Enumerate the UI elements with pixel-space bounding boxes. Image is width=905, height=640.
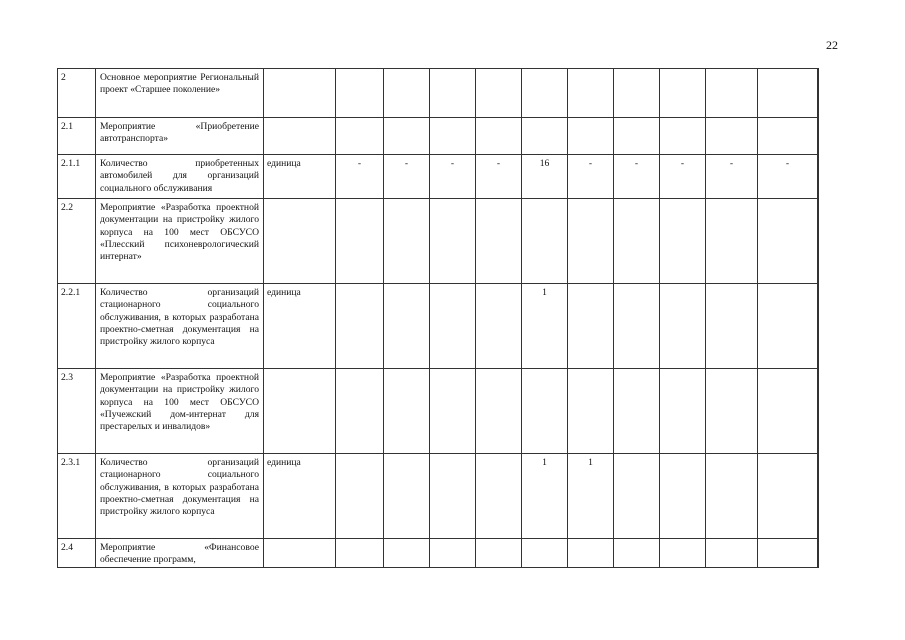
description-cell: Мероприятие «Финансовое обеспечение программ, bbox=[96, 539, 264, 568]
value-cell bbox=[818, 155, 819, 199]
description-cell: Количество приобретенных автомобилей для организаций социального обслуживания bbox=[96, 155, 264, 199]
value-cell bbox=[660, 539, 706, 568]
unit-cell: единица bbox=[264, 284, 336, 369]
value-cell bbox=[476, 118, 522, 155]
value-cell bbox=[660, 369, 706, 454]
value-cell bbox=[476, 539, 522, 568]
value-cell: - bbox=[614, 155, 660, 199]
value-cell bbox=[476, 69, 522, 118]
table-row bbox=[58, 284, 819, 369]
value-cell bbox=[614, 369, 660, 454]
value-cell bbox=[476, 199, 522, 284]
value-cell bbox=[336, 199, 384, 284]
value-cell bbox=[522, 199, 568, 284]
value-cell: - bbox=[384, 155, 430, 199]
table-row bbox=[58, 539, 819, 568]
value-cell bbox=[384, 454, 430, 539]
value-cell bbox=[384, 69, 430, 118]
value-cell bbox=[706, 118, 758, 155]
value-cell bbox=[384, 284, 430, 369]
description-cell: Мероприятие «Разработка проектной документации на пристройку жилого корпуса на 100 мест ОБСУСО «Пучежский дом-интернат для престарелых и инвалидов» bbox=[96, 369, 264, 454]
value-cell bbox=[336, 284, 384, 369]
value-cell bbox=[522, 539, 568, 568]
value-cell bbox=[758, 454, 818, 539]
description-cell: Мероприятие «Приобретение автотранспорта» bbox=[96, 118, 264, 155]
value-cell bbox=[614, 118, 660, 155]
row-number-cell: 2.3.1 bbox=[58, 454, 96, 539]
unit-cell bbox=[264, 199, 336, 284]
indicators-table bbox=[57, 68, 819, 568]
value-cell bbox=[430, 284, 476, 369]
value-cell bbox=[706, 539, 758, 568]
value-cell bbox=[476, 369, 522, 454]
unit-cell bbox=[264, 539, 336, 568]
value-cell bbox=[818, 118, 819, 155]
value-cell bbox=[818, 69, 819, 118]
value-cell: - bbox=[660, 155, 706, 199]
table-body bbox=[58, 69, 819, 568]
value-cell bbox=[384, 539, 430, 568]
table-row bbox=[58, 118, 819, 155]
value-cell bbox=[430, 199, 476, 284]
value-cell: - bbox=[758, 155, 818, 199]
value-cell bbox=[568, 369, 614, 454]
value-cell bbox=[476, 284, 522, 369]
unit-cell bbox=[264, 118, 336, 155]
value-cell bbox=[430, 454, 476, 539]
value-cell bbox=[758, 369, 818, 454]
row-number-cell: 2.3 bbox=[58, 369, 96, 454]
unit-cell: единица bbox=[264, 155, 336, 199]
description-cell: Мероприятие «Разработка проектной документации на пристройку жилого корпуса на 100 мест ОБСУСО «Плесский психоневрологический интернат» bbox=[96, 199, 264, 284]
value-cell bbox=[568, 118, 614, 155]
row-number-cell: 2.2.1 bbox=[58, 284, 96, 369]
table-row bbox=[58, 369, 819, 454]
value-cell bbox=[706, 199, 758, 284]
value-cell bbox=[430, 369, 476, 454]
value-cell: - bbox=[706, 155, 758, 199]
value-cell bbox=[430, 69, 476, 118]
row-number-cell: 2.1.1 bbox=[58, 155, 96, 199]
value-cell bbox=[522, 369, 568, 454]
value-cell bbox=[758, 69, 818, 118]
unit-cell: единица bbox=[264, 454, 336, 539]
value-cell bbox=[384, 369, 430, 454]
value-cell bbox=[614, 539, 660, 568]
unit-cell bbox=[264, 369, 336, 454]
value-cell bbox=[614, 284, 660, 369]
row-number-cell: 2.2 bbox=[58, 199, 96, 284]
table-row bbox=[58, 69, 819, 118]
value-cell bbox=[818, 539, 819, 568]
value-cell bbox=[568, 199, 614, 284]
value-cell bbox=[706, 284, 758, 369]
value-cell bbox=[614, 199, 660, 284]
value-cell bbox=[758, 199, 818, 284]
value-cell bbox=[336, 539, 384, 568]
value-cell: 1 bbox=[522, 284, 568, 369]
value-cell bbox=[706, 454, 758, 539]
value-cell bbox=[614, 454, 660, 539]
value-cell bbox=[706, 369, 758, 454]
value-cell bbox=[476, 454, 522, 539]
value-cell: 1 bbox=[522, 454, 568, 539]
value-cell bbox=[706, 69, 758, 118]
value-cell bbox=[660, 454, 706, 539]
value-cell bbox=[336, 69, 384, 118]
value-cell: 16 bbox=[522, 155, 568, 199]
value-cell bbox=[818, 284, 819, 369]
value-cell bbox=[660, 118, 706, 155]
value-cell: - bbox=[476, 155, 522, 199]
value-cell bbox=[818, 454, 819, 539]
value-cell bbox=[568, 539, 614, 568]
unit-cell bbox=[264, 69, 336, 118]
description-cell: Основное мероприятие Региональный проект «Старшее поколение» bbox=[96, 69, 264, 118]
value-cell bbox=[614, 69, 660, 118]
value-cell bbox=[818, 369, 819, 454]
table-row bbox=[58, 199, 819, 284]
value-cell: - bbox=[336, 155, 384, 199]
value-cell bbox=[568, 69, 614, 118]
value-cell bbox=[758, 284, 818, 369]
value-cell bbox=[568, 284, 614, 369]
value-cell bbox=[660, 199, 706, 284]
value-cell bbox=[336, 118, 384, 155]
value-cell bbox=[758, 118, 818, 155]
description-cell: Количество организаций стационарного социального обслуживания, в которых разработана проектно-сметная документация на пристройку жилого корпуса bbox=[96, 284, 264, 369]
value-cell bbox=[336, 454, 384, 539]
value-cell bbox=[660, 69, 706, 118]
value-cell bbox=[430, 539, 476, 568]
value-cell: - bbox=[430, 155, 476, 199]
description-cell: Количество организаций стационарного социального обслуживания, в которых разработана проектно-сметная документация на пристройку жилого корпуса bbox=[96, 454, 264, 539]
value-cell bbox=[384, 199, 430, 284]
value-cell bbox=[818, 199, 819, 284]
table-row bbox=[58, 454, 819, 539]
page-number: 22 bbox=[826, 38, 838, 52]
value-cell bbox=[384, 118, 430, 155]
value-cell bbox=[430, 118, 476, 155]
value-cell bbox=[758, 539, 818, 568]
value-cell bbox=[522, 118, 568, 155]
value-cell bbox=[660, 284, 706, 369]
value-cell bbox=[336, 369, 384, 454]
row-number-cell: 2.4 bbox=[58, 539, 96, 568]
table-row bbox=[58, 155, 819, 199]
row-number-cell: 2 bbox=[58, 69, 96, 118]
value-cell: 1 bbox=[568, 454, 614, 539]
value-cell bbox=[522, 69, 568, 118]
value-cell: - bbox=[568, 155, 614, 199]
row-number-cell: 2.1 bbox=[58, 118, 96, 155]
